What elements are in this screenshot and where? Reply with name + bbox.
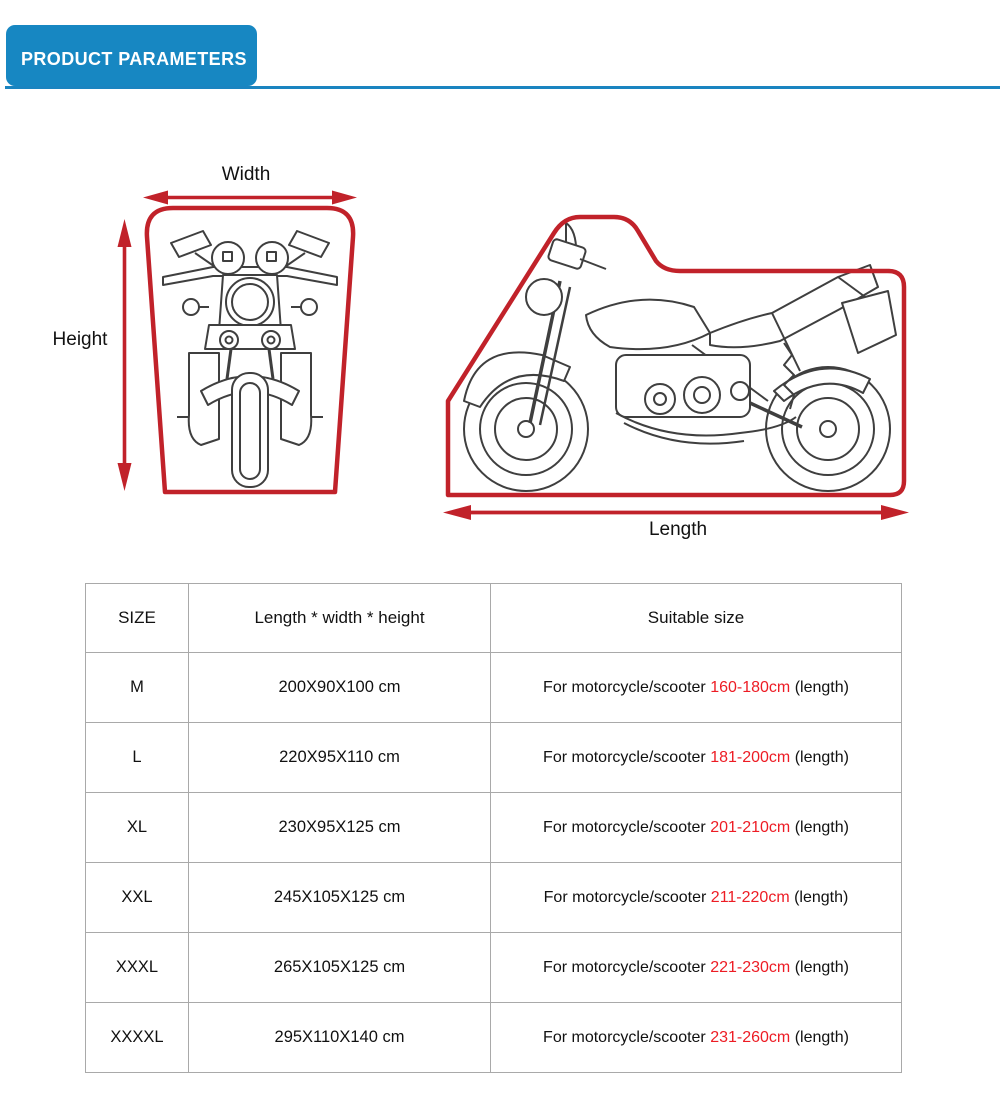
suitable-text-suffix: (length) xyxy=(790,818,849,836)
suitable-cell xyxy=(491,793,902,863)
dimensions-cell: 200X90X100 cm xyxy=(189,653,491,723)
suitable-text: For motorcycle/scooter xyxy=(543,818,711,836)
suitable-range-highlight: 181-200cm xyxy=(710,748,791,766)
accent-divider-line xyxy=(5,86,1000,89)
size-cell: XL xyxy=(86,793,189,863)
dimensions-cell: 245X105X125 cm xyxy=(189,863,491,933)
table-row xyxy=(86,863,902,933)
size-cell: XXXL xyxy=(86,933,189,1003)
suitable-text-suffix: (length) xyxy=(790,678,849,696)
section-banner xyxy=(6,25,257,86)
suitable-cell xyxy=(491,1003,902,1073)
size-cell: L xyxy=(86,723,189,793)
suitable-text-suffix: (length) xyxy=(790,748,849,766)
height-label: Height xyxy=(52,329,108,350)
header-dimensions: Length * width * height xyxy=(189,584,491,653)
suitable-text: For motorcycle/scooter xyxy=(543,1028,711,1046)
suitable-range-highlight: 221-230cm xyxy=(710,958,791,976)
length-arrow-icon xyxy=(441,503,911,522)
table-row xyxy=(86,933,902,1003)
suitable-text-suffix: (length) xyxy=(790,958,849,976)
length-label: Length xyxy=(648,519,708,540)
suitable-cell xyxy=(491,933,902,1003)
suitable-range-highlight: 201-210cm xyxy=(710,818,791,836)
table-header-row xyxy=(86,584,902,653)
table-row xyxy=(86,1003,902,1073)
size-table xyxy=(85,583,902,1073)
dimensions-cell: 220X95X110 cm xyxy=(189,723,491,793)
suitable-range-highlight: 160-180cm xyxy=(710,678,791,696)
dimensions-cell: 295X110X140 cm xyxy=(189,1003,491,1073)
motorcycle-front-lineart xyxy=(163,231,337,487)
motorcycle-side-view-diagram xyxy=(438,203,910,498)
size-cell: M xyxy=(86,653,189,723)
motorcycle-side-lineart xyxy=(464,223,896,491)
suitable-text-suffix: (length) xyxy=(790,1028,849,1046)
suitable-text: For motorcycle/scooter xyxy=(543,888,711,906)
suitable-range-highlight: 211-220cm xyxy=(710,888,790,906)
suitable-text: For motorcycle/scooter xyxy=(543,748,711,766)
suitable-cell xyxy=(491,723,902,793)
suitable-cell xyxy=(491,863,902,933)
height-arrow-icon xyxy=(116,217,133,493)
table-row xyxy=(86,723,902,793)
dimensions-cell: 230X95X125 cm xyxy=(189,793,491,863)
header-size: SIZE xyxy=(86,584,189,653)
suitable-text-suffix: (length) xyxy=(789,888,849,906)
suitable-text: For motorcycle/scooter xyxy=(543,678,711,696)
width-label: Width xyxy=(221,164,271,185)
suitable-text: For motorcycle/scooter xyxy=(543,958,711,976)
dimensions-cell: 265X105X125 cm xyxy=(189,933,491,1003)
size-cell: XXXXL xyxy=(86,1003,189,1073)
table-row xyxy=(86,653,902,723)
suitable-cell xyxy=(491,653,902,723)
suitable-range-highlight: 231-260cm xyxy=(710,1028,791,1046)
header-suitable: Suitable size xyxy=(491,584,902,653)
motorcycle-front-view-diagram xyxy=(143,203,357,495)
size-cell: XXL xyxy=(86,863,189,933)
section-title: PRODUCT PARAMETERS xyxy=(21,49,247,69)
table-row xyxy=(86,793,902,863)
